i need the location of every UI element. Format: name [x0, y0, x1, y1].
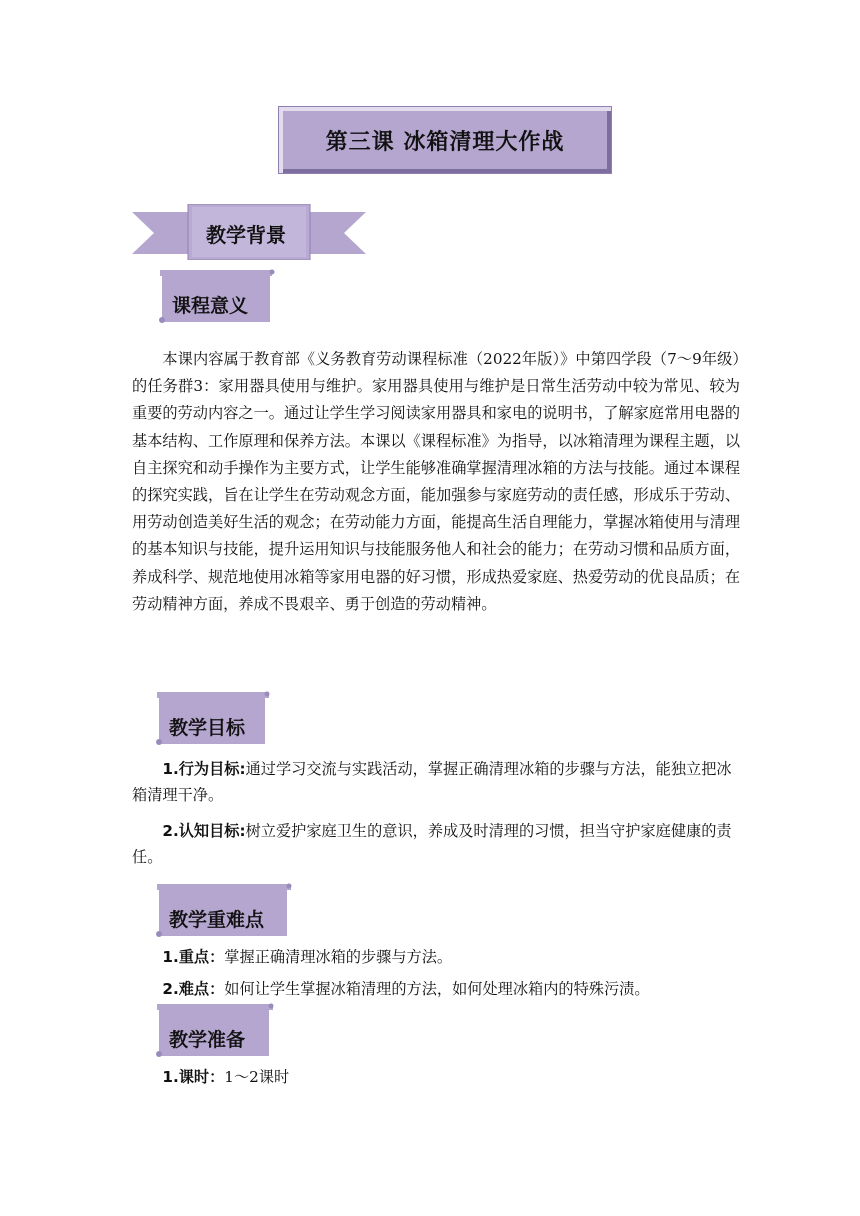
preparation-item-1	[132, 1064, 740, 1090]
goal-item-1-text: 通过学习交流与实践活动，掌握正确清理冰箱的步骤与方法，能独立把冰箱清理干净。	[132, 760, 732, 804]
goal-item-2-label: 2.认知目标:	[162, 822, 246, 840]
keypoint-item-2-label: 2.难点：	[162, 980, 225, 998]
section-background-heading: 教学背景	[206, 222, 286, 247]
keypoint-item-1	[132, 944, 740, 970]
keypoints-heading	[155, 882, 293, 938]
goals-heading	[155, 690, 271, 746]
significance-heading-label: 课程意义	[172, 294, 249, 317]
significance-heading	[158, 268, 276, 324]
goal-item-1-label: 1.行为目标:	[162, 760, 246, 778]
keypoint-item-1-text: 掌握正确清理冰箱的步骤与方法。	[224, 948, 453, 966]
lesson-title: 第三课 冰箱清理大作战	[278, 106, 612, 174]
preparation-item-1-label: 1.课时：	[162, 1068, 225, 1086]
significance-text: 本课内容属于教育部《义务教育劳动课程标准（2022年版）》中第四学段（7～9年级）的任务群3：家用器具使用与维护。家用器具使用与维护是日常生活劳动中较为常见、较为重要的劳动内容之一。通过让学生学习阅读家用器具和家电的说明书，了解家庭常用电器的基本结构、工作原理和保养方法。本课以《课程标准》为指导，以冰箱清理为课程主题，以自主探究和动手操作为主要方式，让学生能够准确掌握清理冰箱的方法与技能。通过本课程的探究实践，旨在让学生在劳动观念方面，能加强参与家庭劳动的责任感，形成乐于劳动、用劳动创造美好生活的观念；在劳动能力方面，能提高生活自理能力，掌握冰箱使用与清理的基本知识与技能，提升运用知识与技能服务他人和社会的能力；在劳动习惯和品质方面，养成科学、规范地使用冰箱等家用电器的好习惯，形成热爱家庭、热爱劳动的优良品质；在劳动精神方面，养成不畏艰辛、勇于创造的劳动精神。	[132, 350, 740, 613]
keypoint-item-2	[132, 976, 740, 1002]
goal-item-1	[132, 756, 740, 808]
keypoints-heading-label: 教学重难点	[169, 908, 265, 931]
goals-heading-label: 教学目标	[169, 716, 246, 739]
preparation-heading-label: 教学准备	[169, 1028, 246, 1051]
keypoint-item-2-text: 如何让学生掌握冰箱清理的方法，如何处理冰箱内的特殊污渍。	[224, 980, 650, 998]
goal-item-2-text: 树立爱护家庭卫生的意识，养成及时清理的习惯，担当守护家庭健康的责任。	[132, 822, 732, 866]
preparation-item-1-text: 1～2课时	[224, 1068, 290, 1086]
keypoint-item-1-label: 1.重点：	[162, 948, 225, 966]
preparation-heading	[155, 1002, 275, 1058]
goal-item-2	[132, 818, 740, 870]
